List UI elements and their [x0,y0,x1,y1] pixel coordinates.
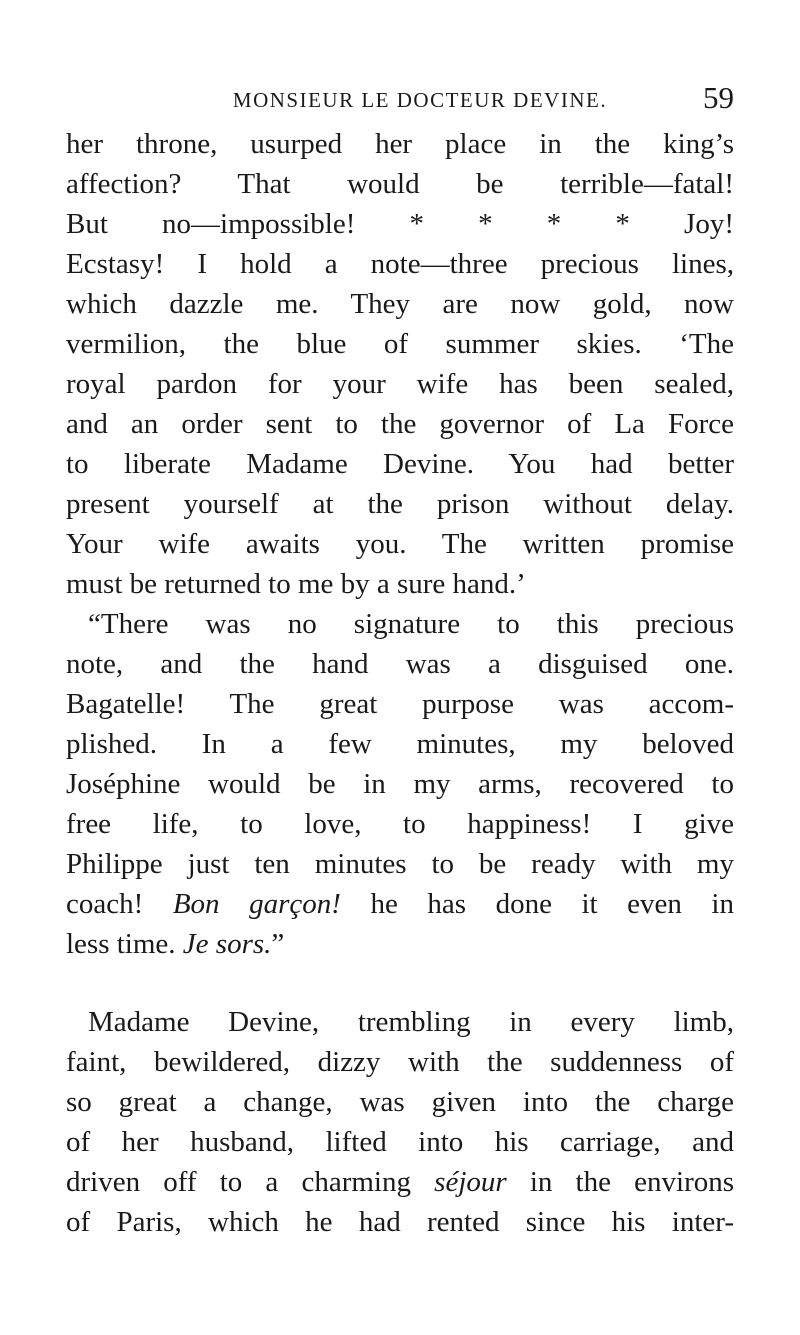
text-line [66,924,734,964]
text-segment: coach! [66,888,144,920]
text-segment: he has done it even in [370,888,734,920]
running-title: MONSIEUR LE DOCTEUR DEVINE. [232,88,608,112]
text-line: of Paris, which he had rented since his inter- [66,1206,734,1238]
text-line: affection? That would be terrible—fatal! [66,168,734,200]
text-line: free life, to love, to happiness! I give [66,808,734,840]
closing-quote: ” [271,928,285,960]
body-text [66,124,734,1242]
text-line: Philippe just ten minutes to be ready with my [66,848,734,880]
text-line: and an order sent to the governor of La Force [66,408,734,440]
text-line: Bagatelle! The great purpose was accom- [66,688,734,720]
text-line: of her husband, lifted into his carriage, and [66,1126,734,1158]
italic-phrase: Je sors. [182,928,272,960]
text-line: Your wife awaits you. The written promise [66,528,734,560]
text-line: which dazzle me. They are now gold, now [66,288,734,320]
text-segment: in the environs [529,1166,735,1198]
text-line: vermilion, the blue of summer skies. ‘The [66,328,734,360]
page-number: 59 [703,80,734,115]
text-line: “There was no signature to this precious [88,608,734,640]
text-line: must be returned to me by a sure hand.’ [66,568,526,600]
text-line: faint, bewildered, dizzy with the suddenness of [66,1046,734,1078]
text-line: note, and the hand was a disguised one. [66,648,734,680]
paragraph-gap [66,964,734,1002]
text-line: to liberate Madame Devine. You had better [66,448,734,480]
italic-phrase: Bon garçon! [172,888,341,920]
text-segment: driven off to a charming [66,1166,411,1198]
text-line: so great a change, was given into the charge [66,1086,734,1118]
italic-phrase: séjour [434,1166,507,1198]
text-line: royal pardon for your wife has been sealed, [66,368,734,400]
text-line: Joséphine would be in my arms, recovered to [66,768,734,800]
text-line: But no—impossible! * * * * Joy! [66,208,734,240]
text-segment: less time. [66,928,176,960]
text-line: Madame Devine, trembling in every limb, [88,1006,734,1038]
text-line: present yourself at the prison without delay. [66,488,734,520]
page-header [66,80,734,120]
text-line [66,1162,734,1202]
text-line [66,884,734,924]
text-line: Ecstasy! I hold a note—three precious lines, [66,248,734,280]
text-line: plished. In a few minutes, my beloved [66,728,734,760]
text-line: her throne, usurped her place in the king’s [66,128,734,160]
